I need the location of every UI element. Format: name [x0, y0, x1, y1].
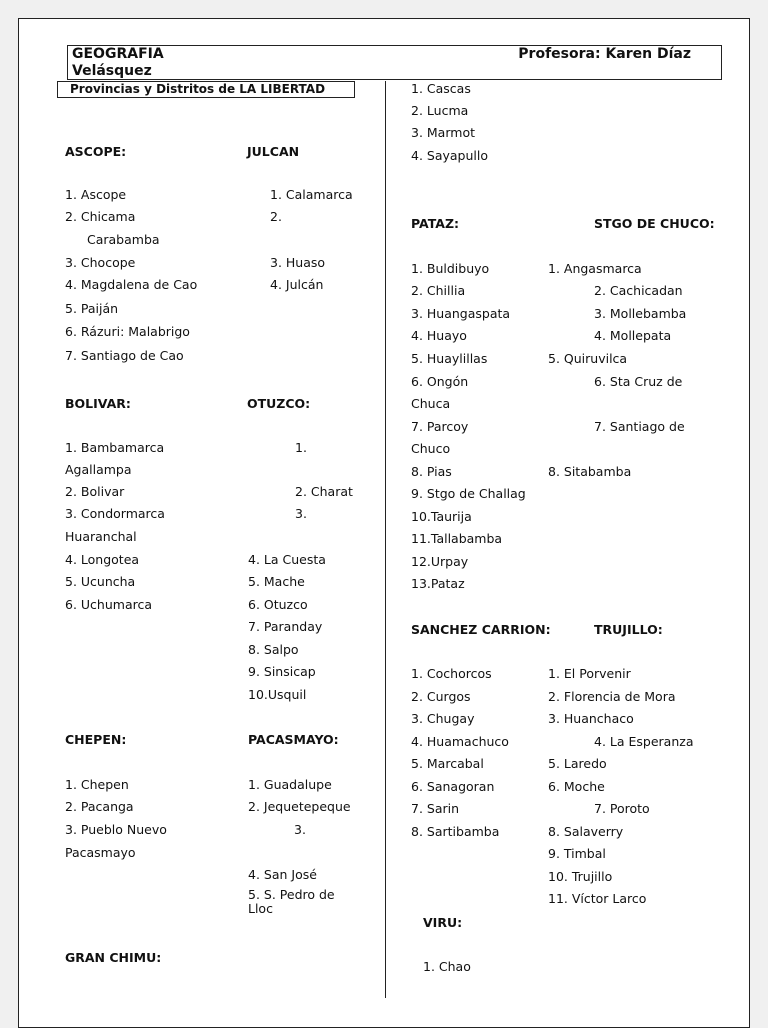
district-item: 1. — [295, 440, 307, 455]
district-item: 5. Laredo — [548, 756, 607, 771]
district-item: 7. Sarin — [411, 801, 460, 816]
province-heading-otuzco: OTUZCO: — [247, 396, 311, 411]
district-item: 7. Santiago de — [594, 419, 685, 434]
document-page — [18, 18, 750, 1028]
district-item: 1. Angasmarca — [548, 261, 642, 276]
district-item: 4. Huamachuco — [411, 734, 509, 749]
district-item: 6. Uchumarca — [65, 597, 152, 612]
teacher-name: Profesora: Karen Díaz — [518, 46, 691, 62]
district-item: 13.Pataz — [411, 576, 465, 591]
district-item: 4. La Esperanza — [594, 734, 694, 749]
district-item: 2. Bolivar — [65, 484, 125, 499]
district-item: 5. Paiján — [65, 301, 119, 316]
district-item: 3. — [294, 822, 306, 837]
district-item: 8. Salaverry — [548, 824, 624, 839]
province-heading-pataz: PATAZ: — [411, 216, 460, 231]
province-heading-stgo-de-chuco: STGO DE CHUCO: — [594, 216, 715, 231]
district-item: 8. Salpo — [248, 642, 299, 657]
district-item: 6. Moche — [548, 779, 605, 794]
district-item: 4. Julcán — [270, 277, 324, 292]
district-item: 3. Mollebamba — [594, 306, 687, 321]
district-item: 7. Parcoy — [411, 419, 469, 434]
district-item: 3. Huaso — [270, 255, 326, 270]
district-item: Chuco — [411, 441, 451, 456]
district-item: 10.Taurija — [411, 509, 472, 524]
district-item: 3. Huanchaco — [548, 711, 634, 726]
province-heading-viru: VIRU: — [423, 915, 463, 930]
district-item: 1. Calamarca — [270, 187, 353, 202]
district-item: 4. Huayo — [411, 328, 467, 343]
district-item: 6. Sanagoran — [411, 779, 495, 794]
district-item: 6. Otuzco — [248, 597, 308, 612]
district-item: 2. Lucma — [411, 103, 469, 118]
district-item: 6. Sta Cruz de — [594, 374, 683, 389]
district-item: 3. Condormarca — [65, 506, 165, 521]
district-item: 1. Bambamarca — [65, 440, 165, 455]
district-item: 3. Marmot — [411, 125, 475, 140]
district-item: 8. Sitabamba — [548, 464, 632, 479]
district-item: 2. Charat — [295, 484, 353, 499]
district-item: 5. Mache — [248, 574, 305, 589]
province-heading-trujillo: TRUJILLO: — [594, 622, 663, 637]
district-item: 9. Stgo de Challag — [411, 486, 526, 501]
district-item: 4. Mollepata — [594, 328, 672, 343]
province-heading-pacasmayo: PACASMAYO: — [248, 732, 339, 747]
province-heading-sanchez-carrion: SANCHEZ CARRION: — [411, 622, 551, 637]
district-item: 1. El Porvenir — [548, 666, 631, 681]
district-item: 4. San José — [248, 867, 317, 882]
header-box — [67, 45, 722, 80]
district-item: 10. Trujillo — [548, 869, 613, 884]
district-item: 1. Chao — [423, 959, 471, 974]
province-heading-julcan: JULCAN — [247, 144, 300, 159]
district-item: 4. Sayapullo — [411, 148, 489, 163]
district-item: 3. Huangaspata — [411, 306, 511, 321]
district-item: Pacasmayo — [65, 845, 136, 860]
district-item: 6. Rázuri: Malabrigo — [65, 324, 190, 339]
district-item: 2. Cachicadan — [594, 283, 683, 298]
district-item: 1. Buldibuyo — [411, 261, 490, 276]
district-item: 7. Paranday — [248, 619, 323, 634]
district-item: 2. Pacanga — [65, 799, 134, 814]
district-item: 5. Huaylillas — [411, 351, 488, 366]
district-item: 3. Pueblo Nuevo — [65, 822, 167, 837]
district-item: 1. Guadalupe — [248, 777, 332, 792]
column-divider — [385, 81, 386, 998]
district-item: 9. Sinsicap — [248, 664, 316, 679]
province-heading-gran-chimu: GRAN CHIMU: — [65, 950, 162, 965]
district-item: 2. Chillia — [411, 283, 466, 298]
district-item: 8. Sartibamba — [411, 824, 500, 839]
district-item: 4. Longotea — [65, 552, 140, 567]
district-item: 9. Timbal — [548, 846, 606, 861]
district-item: 8. Pias — [411, 464, 452, 479]
district-item: 3. — [295, 506, 307, 521]
district-item: 5. Quiruvilca — [548, 351, 628, 366]
province-heading-chepen: CHEPEN: — [65, 732, 127, 747]
header-left — [72, 46, 164, 80]
district-item: Chuca — [411, 396, 451, 411]
district-item: 6. Ongón — [411, 374, 469, 389]
district-item: 1. Cochorcos — [411, 666, 492, 681]
district-item: Lloc — [248, 901, 273, 916]
district-item: 5. Ucuncha — [65, 574, 136, 589]
district-item: 11.Tallabamba — [411, 531, 503, 546]
district-item: 4. La Cuesta — [248, 552, 326, 567]
district-item: 1. Cascas — [411, 81, 471, 96]
document-subtitle: Provincias y Distritos de LA LIBERTAD — [57, 81, 355, 98]
district-item: 2. Chicama — [65, 209, 136, 224]
district-item: 2. — [270, 209, 282, 224]
district-item: 7. Poroto — [594, 801, 650, 816]
district-item: 10.Usquil — [248, 687, 307, 702]
district-item: 11. Víctor Larco — [548, 891, 647, 906]
district-item: Carabamba — [87, 232, 160, 247]
district-item: 7. Santiago de Cao — [65, 348, 184, 363]
district-item: 3. Chocope — [65, 255, 136, 270]
district-item: Agallampa — [65, 462, 132, 477]
district-item: 2. Jequetepeque — [248, 799, 351, 814]
district-item: 3. Chugay — [411, 711, 475, 726]
district-item: 2. Curgos — [411, 689, 471, 704]
district-item: 1. Ascope — [65, 187, 127, 202]
district-item: 5. S. Pedro de — [248, 887, 335, 902]
district-item: 12.Urpay — [411, 554, 469, 569]
province-heading-ascope: ASCOPE: — [65, 144, 127, 159]
district-item: 5. Marcabal — [411, 756, 484, 771]
teacher-last-name: Velásquez — [72, 63, 152, 79]
district-item: 2. Florencia de Mora — [548, 689, 676, 704]
district-item: 4. Magdalena de Cao — [65, 277, 198, 292]
province-heading-bolivar: BOLIVAR: — [65, 396, 131, 411]
district-item: Huaranchal — [65, 529, 137, 544]
subject-title: GEOGRAFIA — [72, 46, 164, 62]
district-item: 1. Chepen — [65, 777, 129, 792]
